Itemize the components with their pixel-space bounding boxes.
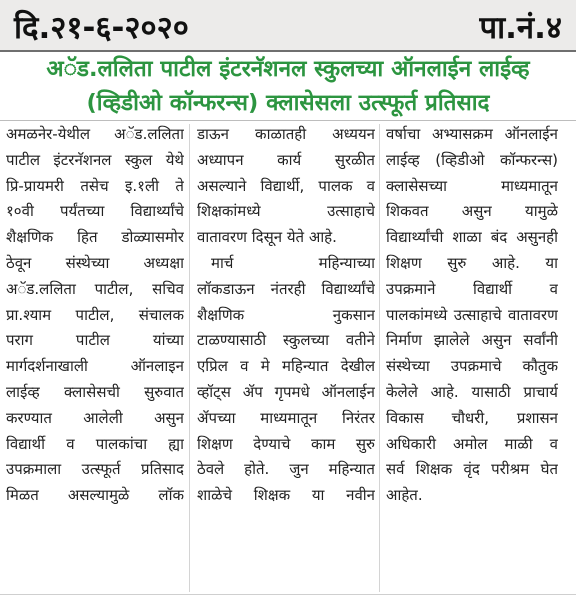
text-line: टाळण्यासाठी स्कुलच्या वतीने bbox=[197, 331, 375, 350]
text-line: सर्व शिक्षक वृंद परीश्रम घेत bbox=[386, 460, 558, 479]
text-line: उपक्रमाला उत्स्फूर्त प्रतिसाद bbox=[6, 460, 184, 479]
text-line: ठेवून संस्थेच्या अध्यक्षा bbox=[6, 253, 184, 272]
text-line: अधिकारी अमोल माळी व bbox=[386, 434, 558, 453]
text-line: केलेले आहे. यासाठी प्राचार्य bbox=[386, 382, 558, 401]
text-line: पाटील इंटरनॅशनल स्कुल येथे bbox=[6, 150, 184, 169]
text-line: शिक्षण देण्याचे काम सुरु bbox=[197, 434, 375, 453]
dateline-bar bbox=[0, 0, 576, 52]
headline-divider bbox=[0, 120, 576, 121]
text-line: डाऊन काळातही अध्ययन bbox=[197, 125, 375, 143]
article-headline bbox=[0, 52, 576, 120]
text-line: वातावरण दिसून येते आहे. bbox=[197, 228, 337, 247]
column-divider bbox=[379, 124, 380, 592]
text-line: अॅड.ललिता पाटील, सचिव bbox=[6, 279, 184, 298]
text-line: ठेवले होते. जुन महिन्यात bbox=[197, 460, 375, 479]
text-line: करण्यात आलेली असुन bbox=[6, 408, 184, 427]
text-line: प्रि-प्रायमरी तसेच इ.१ली ते bbox=[6, 176, 184, 195]
page-number: पा.नं.४ bbox=[479, 10, 562, 46]
text-line: विकास चौधरी, प्रशासन bbox=[386, 408, 558, 427]
text-line: अमळनेर-येथील अॅड.ललिता bbox=[6, 125, 184, 143]
article-column-2 bbox=[197, 122, 375, 509]
headline-line-2: (व्हिडीओ कॉन्फरन्स) क्लासेसला उत्स्फूर्त प्रतिसाद bbox=[86, 90, 490, 116]
text-line: प्रा.श्याम पाटील, संचालक bbox=[6, 305, 184, 324]
text-line: शाळेचे शिक्षक या नवीन bbox=[197, 486, 375, 505]
text-line: पराग पाटील यांच्या bbox=[6, 331, 184, 350]
text-line: लाईव्ह क्लासेसची सुरुवात bbox=[6, 382, 184, 401]
article-column-1 bbox=[6, 122, 184, 509]
text-line: लाईव्ह (व्हिडीओ कॉन्फरन्स) bbox=[386, 150, 558, 169]
text-line: विद्यार्थी व पालकांचा ह्या bbox=[6, 434, 184, 453]
text-line: पालकांमध्ये उत्साहाचे वातावरण bbox=[386, 305, 558, 324]
text-line: निर्माण झालेले असुन सर्वांनी bbox=[386, 331, 558, 350]
text-line: असल्याने विद्यार्थी, पालक व bbox=[197, 176, 375, 195]
issue-date: दि.२१-६-२०२० bbox=[14, 10, 189, 46]
text-line: शिक्षण सुरु आहे. या bbox=[386, 253, 558, 272]
text-line: लॉकडाऊन नंतरही विद्यार्थ्यांचे bbox=[197, 279, 375, 298]
text-line: वर्षाचा अभ्यासक्रम ऑनलाईन bbox=[386, 125, 558, 143]
text-line: शिक्षकांमध्ये उत्साहाचे bbox=[197, 202, 375, 221]
text-line: मार्गदर्शनाखाली ऑनलाइन bbox=[6, 357, 184, 376]
text-line: विद्यार्थ्यांची शाळा बंद असुनही bbox=[386, 228, 558, 247]
text-line: शैक्षणिक हित डोळ्यासमोर bbox=[6, 228, 184, 247]
text-line: अध्यापन कार्य सुरळीत bbox=[197, 150, 375, 169]
article-column-3 bbox=[386, 122, 558, 509]
text-line: आहेत. bbox=[386, 486, 423, 505]
text-line: संस्थेच्या उपक्रमाचे कौतुक bbox=[386, 357, 558, 376]
text-line: शैक्षणिक नुकसान bbox=[197, 305, 375, 324]
text-line: ॲपच्या माध्यमातून निरंतर bbox=[197, 408, 375, 427]
text-line: मार्च महिन्याच्या bbox=[211, 253, 375, 272]
text-line: एप्रिल व मे महिन्यात देखील bbox=[197, 357, 375, 376]
text-line: व्हॉट्स ॲप गृपमधे ऑनलाईन bbox=[197, 382, 375, 401]
headline-line-1: अॅड.ललिता पाटील इंटरनॅशनल स्कुलच्या ऑनलाईन लाईव्ह bbox=[46, 56, 530, 82]
text-line: १०वी पर्यंतच्या विद्यार्थ्यांचे bbox=[6, 202, 184, 221]
text-line: मिळत असल्यामुळे लॉक bbox=[6, 486, 184, 505]
text-line: क्लासेसच्या माध्यमातून bbox=[386, 176, 558, 195]
text-line: शिकवत असुन यामुळे bbox=[386, 202, 558, 221]
text-line: उपक्रमाने विद्यार्थी व bbox=[386, 279, 558, 298]
bottom-rule bbox=[0, 594, 576, 595]
column-divider bbox=[189, 124, 190, 592]
